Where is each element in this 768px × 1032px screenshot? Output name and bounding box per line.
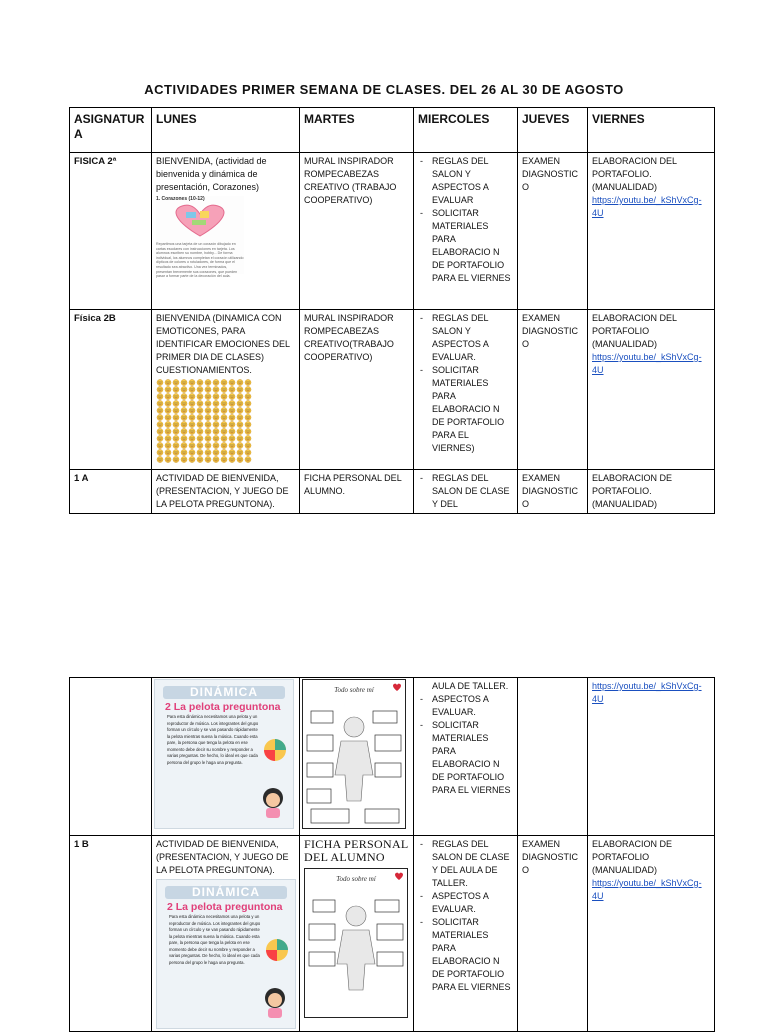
header-viernes: VIERNES (588, 108, 715, 153)
list-item: AULA DE TALLER. (432, 681, 509, 691)
viernes-text: ELABORACION DEL PORTAFOLIO (MANUALIDAD) (592, 313, 677, 349)
jueves-cell: EXAMEN DIAGNOSTIC O (518, 836, 588, 1032)
miercoles-cell (414, 470, 518, 514)
subject-cell (70, 678, 152, 836)
miercoles-cell (414, 678, 518, 836)
header-martes: MARTES (300, 108, 414, 153)
martes-cell: FICHA PERSONAL DEL ALUMNO. (300, 470, 414, 514)
table-row (70, 470, 715, 514)
dinamica-image (154, 679, 294, 829)
header-asignatura: ASIGNATUR A (70, 108, 152, 153)
subject-cell: FISICA 2ª (70, 153, 152, 310)
lunes-text: BIENVENIDA, (actividad de bienvenida y dinámica de presentación, Corazones) (156, 156, 267, 192)
lunes-text: BIENVENIDA (DINAMICA CON EMOTICONES, PARA IDENTIFICAR EMOCIONES DEL PRIMER DIA DE CLASES) CUESTIONAMIENTOS. (156, 313, 290, 375)
list-item: - REGLAS DEL SALON Y ASPECTOS A EVALUAR (418, 155, 513, 207)
lunes-cell (152, 310, 300, 470)
martes-cell (300, 836, 414, 1032)
ficha-personal-image (304, 868, 408, 1018)
youtube-link[interactable]: https://youtu.be/_kShVxCg-4U (592, 352, 702, 375)
dinamica-image (156, 879, 296, 1029)
martes-cell: MURAL INSPIRADOR ROMPECABEZAS CREATIVO (TRABAJO COOPERATIVO) (300, 153, 414, 310)
person-outline-icon (303, 697, 405, 827)
ball-icon (265, 938, 289, 962)
document-title: ACTIVIDADES PRIMER SEMANA DE CLASES. DEL 26 AL 30 DE AGOSTO (144, 82, 624, 97)
girl-icon (261, 986, 289, 1018)
youtube-link[interactable]: https://youtu.be/_kShVxCg-4U (592, 681, 702, 704)
subject-cell: 1 B (70, 836, 152, 1032)
dinamica-title: DINÁMICA (163, 686, 285, 699)
dinamica-subtitle: 2 La pelota preguntona (167, 901, 283, 913)
martes-cell: MURAL INSPIRADOR ROMPECABEZAS CREATIVO(TRABAJO COOPERATIVO) (300, 310, 414, 470)
miercoles-cell (414, 310, 518, 470)
list-item: - SOLICITAR MATERIALES PARA ELABORACIO N DE PORTAFOLIO PARA EL VIERNES) (418, 364, 513, 455)
table-row (70, 153, 715, 310)
jueves-cell (518, 678, 588, 836)
jueves-cell: EXAMEN DIAGNOSTIC O (518, 310, 588, 470)
person-outline-icon (305, 886, 407, 1016)
dinamica-subtitle: 2 La pelota preguntona (165, 701, 281, 713)
subject-cell: Física 2B (70, 310, 152, 470)
viernes-text: ELABORACION DEL PORTAFOLIO. (MANUALIDAD) (592, 156, 677, 192)
girl-icon (259, 786, 287, 818)
list-item: - ASPECTOS A EVALUAR. (418, 890, 513, 916)
martes-text: FICHA PERSONAL DEL ALUMNO (304, 837, 409, 864)
ficha-personal-image (302, 679, 406, 829)
list-item: - REGLAS DEL SALON DE CLASE Y DEL (418, 472, 513, 511)
lunes-cell (152, 678, 300, 836)
lunes-cell (152, 836, 300, 1032)
header-miercoles: MIERCOLES (414, 108, 518, 153)
corazones-image (156, 196, 244, 279)
ficha-title: Todo sobre mí (334, 686, 374, 694)
list-item: - REGLAS DEL SALON Y ASPECTOS A EVALUAR. (418, 312, 513, 364)
corazones-caption: Repartimos una tarjeta de un corazón dibujado en cartas escolares con instrucciones en tarjeta. Los alumnos escriben su nombre, hobby... De forma individual, los alumnos completan el corazón utilizando dípticos de colores o rotuladores, de forma que el resultado sea atractivo. Una vez terminados, presentan brevemente sus corazones, que pueden pasar a formar parte de la decoración del aula. (156, 242, 244, 279)
header-jueves: JUEVES (518, 108, 588, 153)
ball-icon (263, 738, 287, 762)
schedule-table-page1 (69, 107, 715, 514)
dinamica-text: Para esta dinámica necesitamos una pelota y un reproductor de música. Los integrantes del grupo forman un círculo y se van pasando rápidamente la pelota mientras suena la música. Cuando esta pare, la persona que tenga la pelota en ese momento debe decir su nombre y responder a varias preguntas. De hecho, lo ideal es que cada persona del grupo le haga una pregunta. (169, 914, 261, 965)
table-row (70, 310, 715, 470)
jueves-cell: EXAMEN DIAGNOSTIC O (518, 153, 588, 310)
viernes-cell (588, 678, 715, 836)
jueves-cell: EXAMEN DIAGNOSTIC O (518, 470, 588, 514)
youtube-link[interactable]: https://youtu.be/_kShVxCg-4U (592, 878, 702, 901)
viernes-text: ELABORACION DE PORTAFOLIO (MANUALIDAD) (592, 839, 673, 875)
viernes-cell (588, 836, 715, 1032)
viernes-cell: ELABORACION DE PORTAFOLIO. (MANUALIDAD) (588, 470, 715, 514)
corazones-heading: 1. Corazones (10-12) (156, 196, 205, 202)
list-item: - SOLICITAR MATERIALES PARA ELABORACIO N DE PORTAFOLIO PARA EL VIERNES (418, 719, 513, 797)
martes-cell (300, 678, 414, 836)
lunes-cell (152, 153, 300, 310)
dinamica-text: Para esta dinámica necesitamos una pelota y un reproductor de música. Los integrantes del grupo forman un círculo y se van pasando rápidamente la pelota mientras suena la música. Cuando esta pare, la persona que tenga la pelota en ese momento debe decir su nombre y responder a varias preguntas. De hecho, lo ideal es que cada persona del grupo le haga una pregunta. (167, 714, 259, 765)
heart-icon (394, 872, 404, 881)
heart-icon (156, 202, 244, 238)
schedule-table-page2 (69, 677, 715, 1032)
list-item: - ASPECTOS A EVALUAR. (418, 693, 513, 719)
table-row-continuation (70, 678, 715, 836)
list-item: - SOLICITAR MATERIALES PARA ELABORACIO N DE PORTAFOLIO PARA EL VIERNES (418, 207, 513, 285)
list-item: - REGLAS DEL SALON DE CLASE Y DEL AULA DE TALLER. (418, 838, 513, 890)
emoticons-grid-image (156, 379, 252, 463)
viernes-cell (588, 153, 715, 310)
list-item: - SOLICITAR MATERIALES PARA ELABORACIO N DE PORTAFOLIO PARA EL VIERNES (418, 916, 513, 994)
miercoles-cell (414, 153, 518, 310)
table-row (70, 836, 715, 1032)
viernes-cell (588, 310, 715, 470)
miercoles-cell (414, 836, 518, 1032)
lunes-cell: ACTIVIDAD DE BIENVENIDA, (PRESENTACION, Y JUEGO DE LA PELOTA PREGUNTONA). (152, 470, 300, 514)
heart-icon (392, 683, 402, 692)
header-lunes: LUNES (152, 108, 300, 153)
ficha-title: Todo sobre mí (336, 875, 376, 883)
subject-cell: 1 A (70, 470, 152, 514)
lunes-text: ACTIVIDAD DE BIENVENIDA, (PRESENTACION, Y JUEGO DE LA PELOTA PREGUNTONA). (156, 839, 289, 875)
header-row (70, 108, 715, 153)
dinamica-title: DINÁMICA (165, 886, 287, 899)
youtube-link[interactable]: https://youtu.be/_kShVxCg-4U (592, 195, 702, 218)
